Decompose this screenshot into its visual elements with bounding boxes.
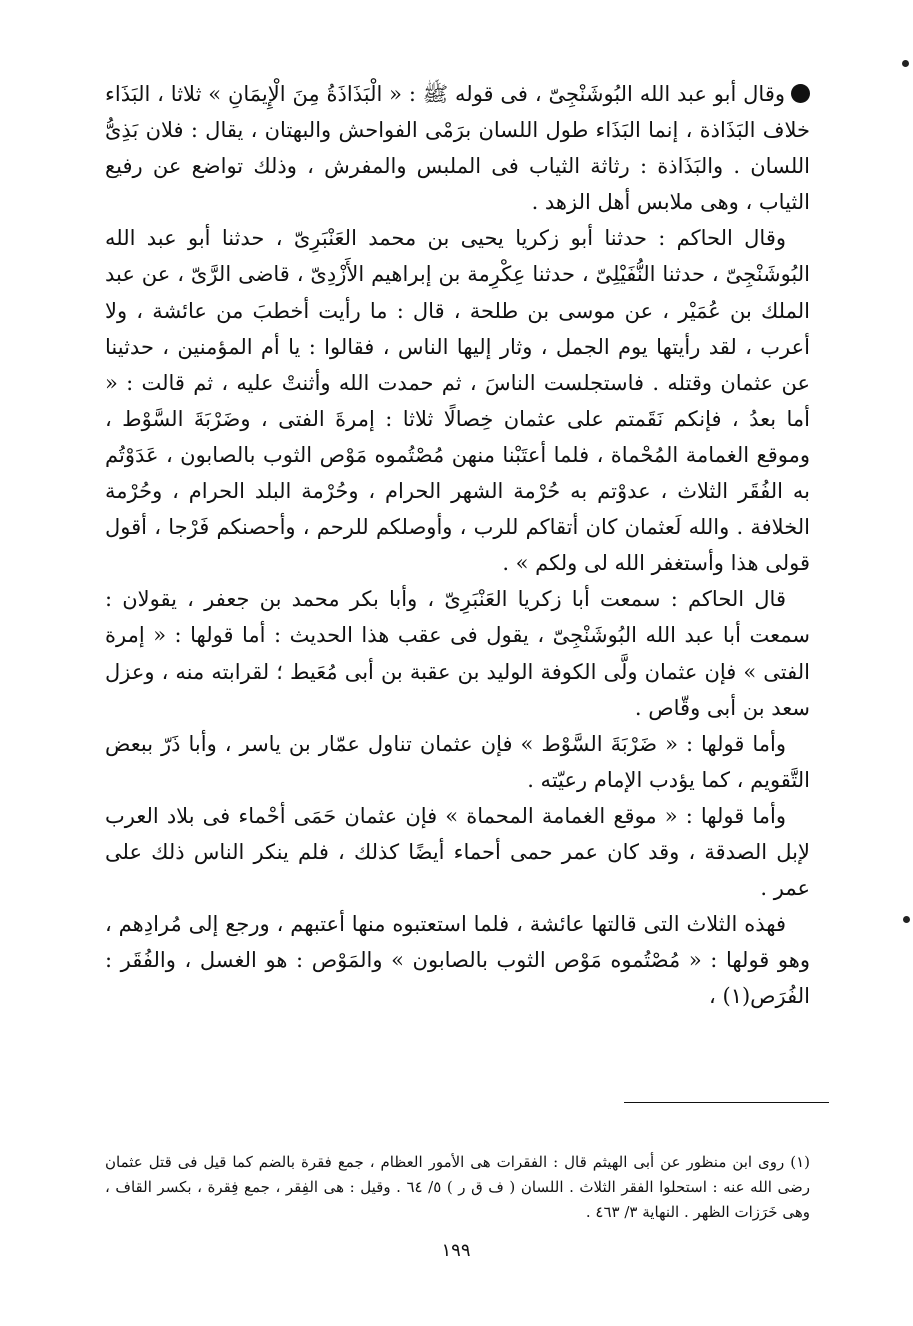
bullet-icon bbox=[791, 84, 810, 103]
paragraph: فهذه الثلاث التى قالتها عائشة ، فلما استعتبوه منها أعتبهم ، ورجع إلى مُرادِهم ، وهو قولها : « مُصْتُموه مَوْص الثوب بالصابون » والمَوْص : هو الغسل ، والفُقَر : الفُرَص(١) ، bbox=[105, 912, 810, 1009]
main-text bbox=[105, 76, 810, 1014]
paragraph: قال الحاكم : سمعت أبا زكريا العَنْبَرِىّ ، وأبا بكر محمد بن جعفر ، يقولان : سمعت أبا عبد الله البُوشَنْجِىّ ، يقول فى عقب هذا الحديث : أما قولها : « إمرة الفتى » فإن عثمان ولَّى الكوفة الوليد بن عقبة بن أبى مُعَيط ؛ لقرابته منه ، وعزل سعد بن أبى وقّاص . bbox=[105, 587, 810, 720]
page-number: ١٩٩ bbox=[441, 1240, 471, 1261]
paragraph: وأما قولها : « ضَرْبَةَ السَّوْط » فإن عثمان تناول عمّار بن ياسر ، وأبا ذَرّ ببعض التَّقويم ، كما يؤدب الإمام رعيّته . bbox=[105, 731, 810, 792]
paragraph: وقال الحاكم : حدثنا أبو زكريا يحيى بن محمد العَنْبَرِىّ ، حدثنا أبو عبد الله البُوشَنْجِىّ ، حدثنا النُّفَيْلِىّ ، حدثنا عِكْرِمة بن إبراهيم الأَزْدِىّ ، قاضى الرَّىّ ، عن عبد الملك بن عُمَيْر ، عن موسى بن طلحة ، قال : ما رأيت أخطبَ من عائشة ، ولا أعرب ، لقد رأيتها يوم الجمل ، وثار إليها الناس ، فقالوا : يا أم المؤمنين ، حدثينا عن عثمان وقتله . فاستجلست الناسَ ، ثم حمدت الله وأثنتْ عليه ، ثم قالت : « أما بعدُ ، فإنكم نَقَمتم على عثمان خِصالًا ثلاثا : إمرةَ الفتى ، وضَرْبَةَ السَّوْط ، وموقع الغمامة المُحْماة ، فلما أعتَبْنا منهن مُصْتُموه مَوْص الثوب بالصابون ، عَدَوْتُم به الفُقَر الثلاث ، عدوْتم به حُرْمة الشهر الحرام ، وحُرْمة البلد الحرام ، وحُرْمة الخلافة . والله لَعثمان كان أتقاكم للرب ، وأوصلكم للرحم ، وأحصنكم فَرْجا ، أقول قولى هذا وأستغفر الله لى ولكم » . bbox=[105, 226, 810, 576]
footnote-divider bbox=[624, 1102, 829, 1103]
paragraph: وأما قولها : « موقع الغمامة المحماة » فإن عثمان حَمَى أحْماء فى بلاد العرب لإبل الصدقة ، وقد كان عمر حمى أحماء أيضًا كذلك ، فلم ينكر الناس ذلك على عمر . bbox=[105, 803, 810, 901]
footnote bbox=[105, 1150, 810, 1225]
margin-dot-icon bbox=[902, 60, 909, 67]
paragraph-text: وقال أبو عبد الله البُوشَنْجِىّ ، فى قوله ﷺ : « الْبَذَاذَةُ مِنَ الْإِيمَانِ » ثلاثا ، البَذَاء خلاف البَذَاذة ، إنما البَذَاء طول اللسان برَمْى الفواحش والبهتان ، يقال : فلان بَذِىُّ اللسان . والبَذَاذة : رثاثة الثياب فى الملبس والمفرش ، وذلك تواضع عن رفيع الثياب ، وهى ملابس أهل الزهد . bbox=[105, 82, 810, 215]
paragraph bbox=[105, 76, 810, 220]
margin-dot-icon bbox=[903, 916, 910, 923]
footnote-text: (١) روى ابن منظور عن أبى الهيثم قال : الفقرات هى الأمور العظام ، جمع فقرة بالضم كما قيل فى قتل عثمان رضى الله عنه : استحلوا الفقر الثلاث . اللسان ( ف ق ر ) ٥/ ٦٤ . وقيل : هى الفِقر ، جمع فِقرة ، بكسر القاف ، وهى خَرَزات الظهر . النهاية ٣/ ٤٦٣ . bbox=[105, 1153, 810, 1221]
